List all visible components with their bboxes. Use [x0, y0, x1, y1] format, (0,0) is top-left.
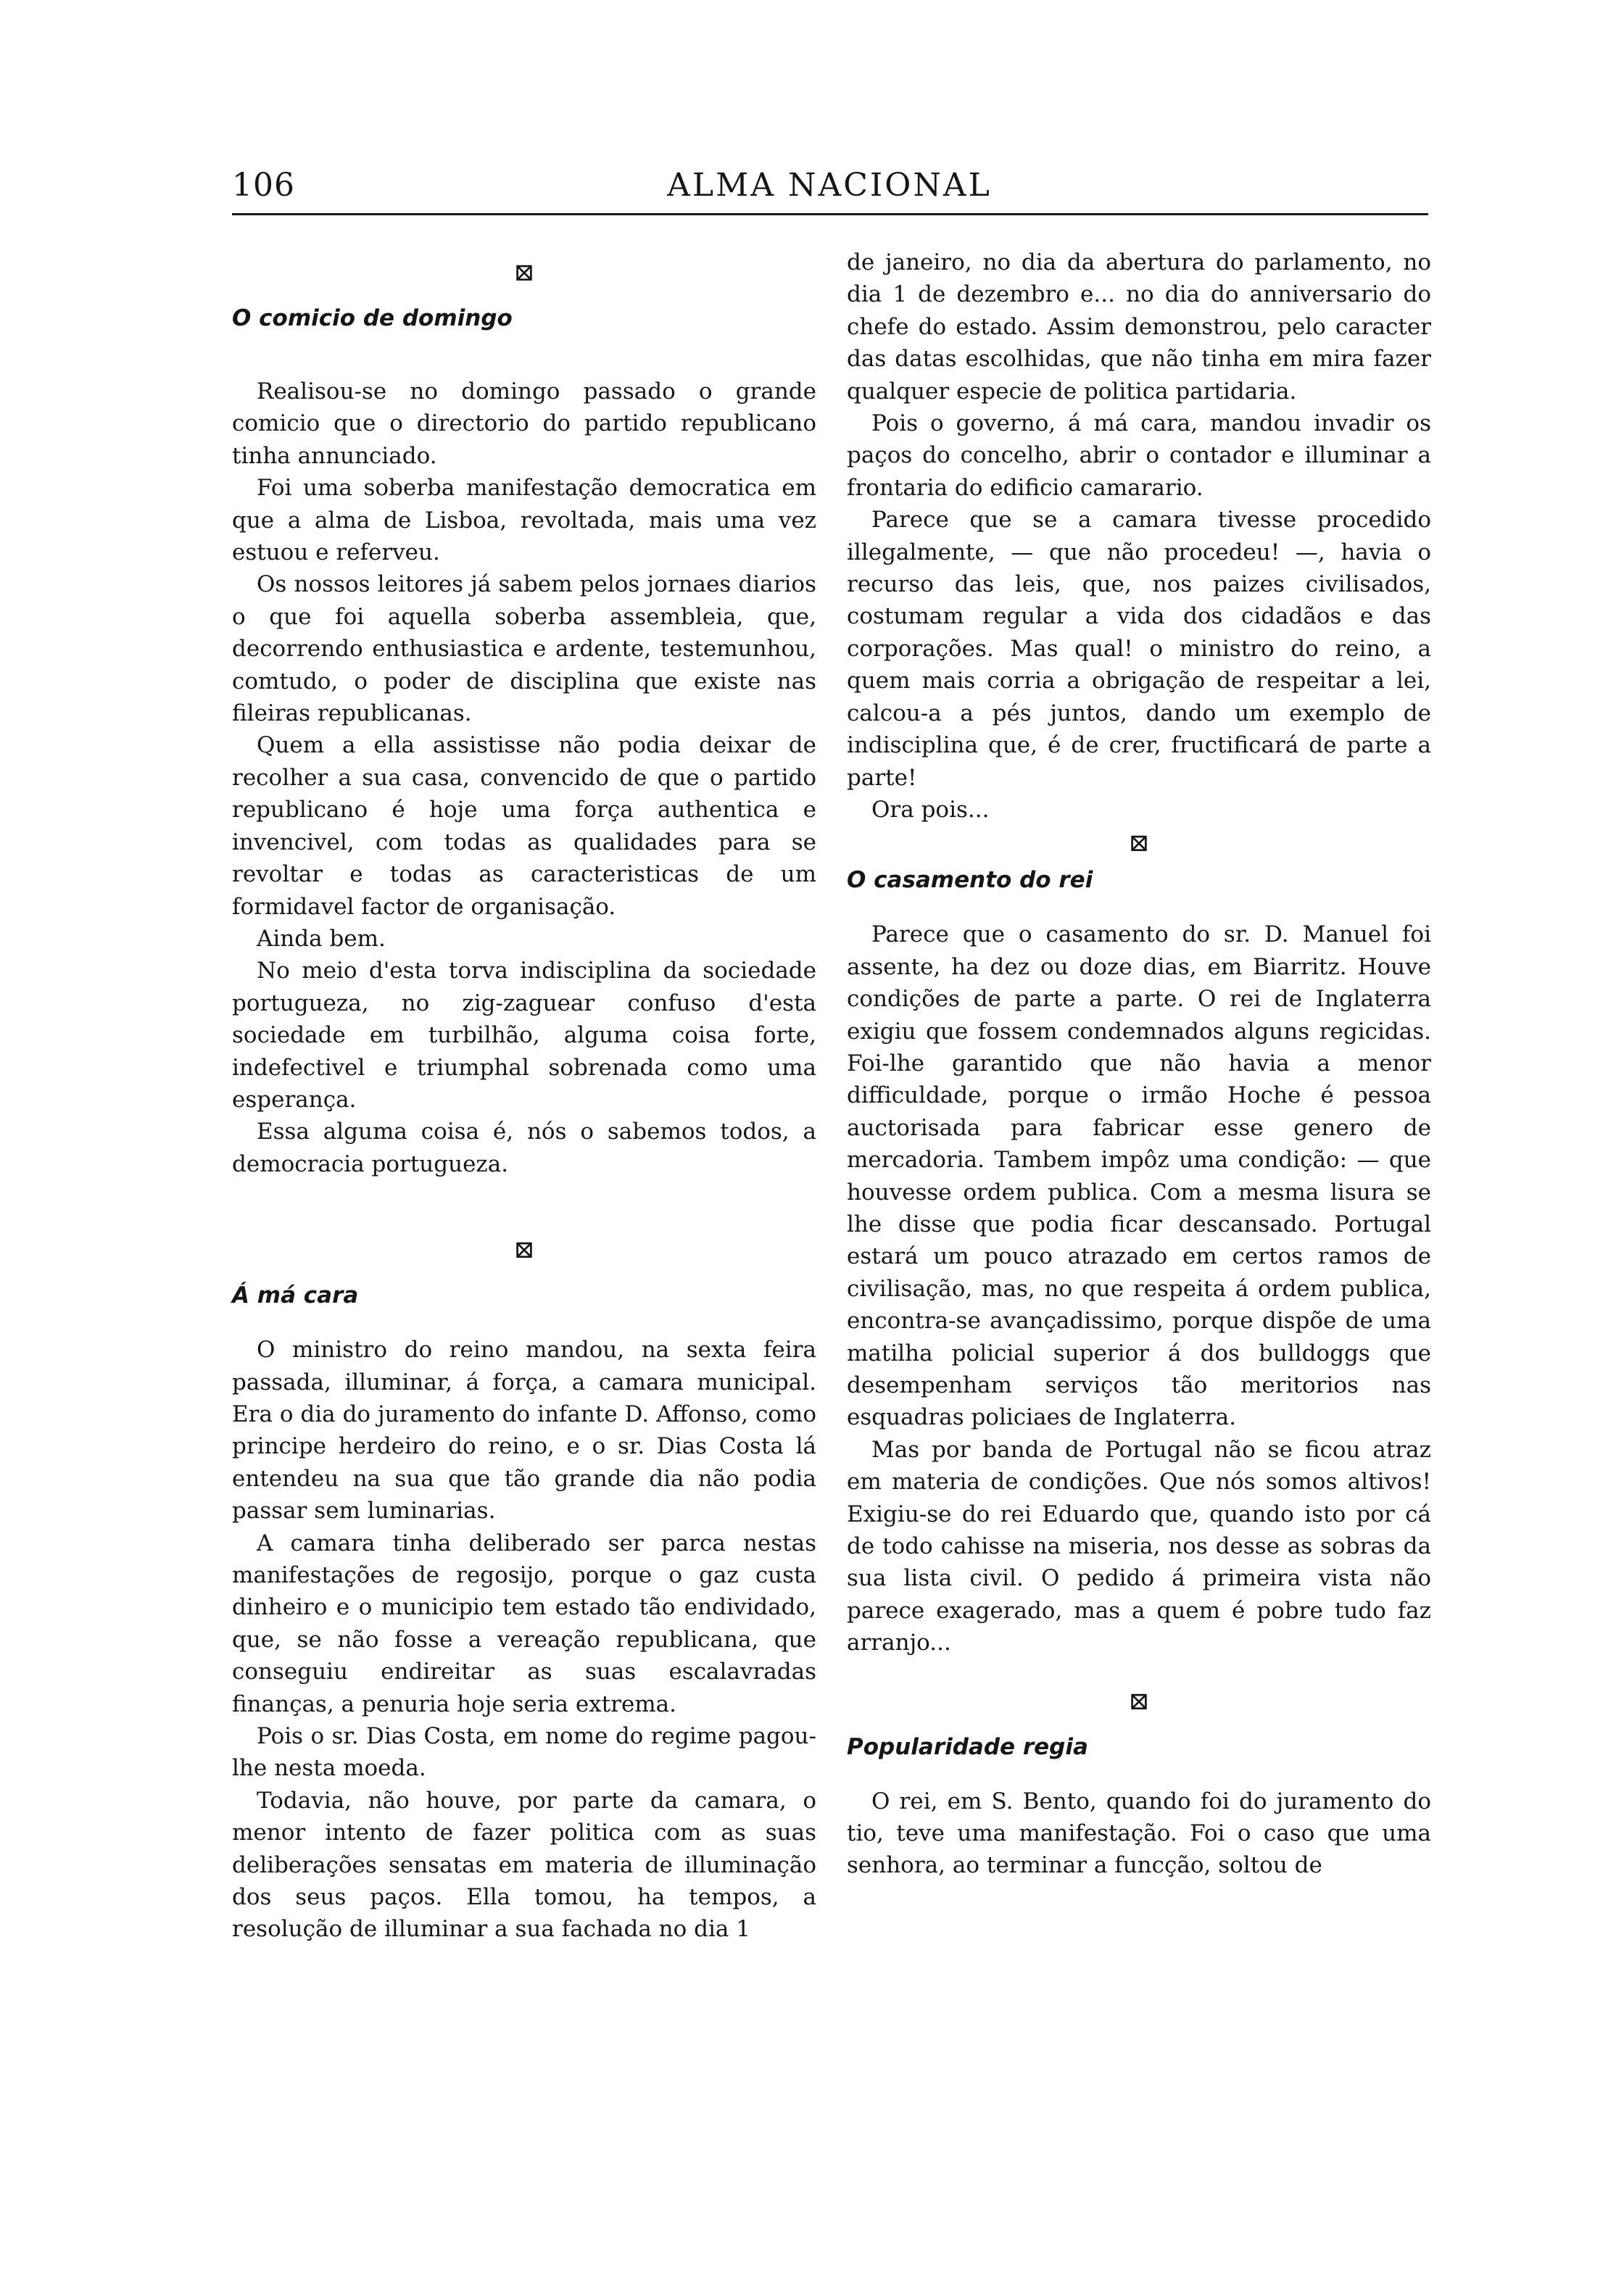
section-ornament-icon: ⊠ [513, 258, 535, 287]
page-number: 106 [232, 167, 295, 204]
paragraph: Ora pois... [871, 796, 990, 823]
paragraph: Pois o sr. Dias Costa, em nome do regime pagou-lhe nesta moeda. [232, 1723, 816, 1782]
section-ornament-icon: ⊠ [1128, 1686, 1150, 1716]
paragraph: O ministro do reino mandou, na sexta feira passada, illuminar, á força, a camara municipal. Era o dia do juramento do infante D. Affonso, como principe herdeiro do reino, e o sr. Dias Costa lá entendeu na sua que tão grande dia não podia passar sem luminarias. [232, 1337, 816, 1525]
paragraph: Todavia, não houve, por parte da camara, o menor intento de fazer politica com as suas deliberações sensatas em materia de illuminação dos seus paços. Ella tomou, ha tempos, a resolução de illuminar a sua fachada no dia 1 [232, 1787, 816, 1943]
paragraph: Quem a ella assistisse não podia deixar de recolher a sua casa, convencido de que o partido republicano é hoje uma força authentica e invencivel, com todas as qualidades para se revoltar e todas as caracteristicas de um formidavel factor de organisação. [232, 732, 816, 920]
paragraph: Foi uma soberba manifestação democratica em que a alma de Lisboa, revoltada, mais uma vez estuou e referveu. [232, 475, 816, 566]
section-title-ma-cara: Á má cara [232, 1282, 359, 1309]
paragraph: Realisou-se no domingo passado o grande comicio que o directorio do partido republicano tinha annunciado. [232, 378, 816, 469]
paragraph: Essa alguma coisa é, nós o sabemos todos, a democracia portugueza. [232, 1119, 816, 1177]
header-rule [232, 213, 1428, 215]
right-column [847, 246, 1431, 1882]
left-column [232, 246, 816, 1946]
section-title-popularidade: Popularidade regia [847, 1733, 1088, 1760]
section-ornament-icon: ⊠ [513, 1235, 535, 1265]
section-title-comicio: O comicio de domingo [232, 305, 513, 331]
section-ornament-icon: ⊠ [1128, 829, 1150, 858]
paragraph: O rei, em S. Bento, quando foi do juramento do tio, teve uma manifestação. Foi o caso que uma senhora, ao terminar a funcção, soltou de [847, 1788, 1431, 1879]
paragraph: Parece que o casamento do sr. D. Manuel foi assente, ha dez ou doze dias, em Biarritz. Houve condições de parte a parte. O rei de Inglaterra exigiu que fossem condemnados alguns regicidas. Foi-lhe garantido que não havia a menor difficuldade, porque o irmão Hoche é pessoa auctorisada para fabricar esse genero de mercadoria. Tambem impôz uma condição: — que houvesse ordem publica. Com a mesma lisura se lhe disse que podia ficar descansado. Portugal estará um pouco atrazado em certos ramos de civilisação, mas, no que respeita á ordem publica, encontra-se avançadissimo, porque dispõe de uma matilha policial superior á dos bulldoggs que desempenham serviços tão meritorios nas esquadras policiaes de Inglaterra. [847, 921, 1431, 1431]
running-title: ALMA NACIONAL [667, 167, 992, 204]
page-header [232, 161, 1427, 219]
paragraph: Parece que se a camara tivesse procedido illegalmente, — que não procedeu! —, havia o recurso das leis, que, nos paizes civilisados, costumam regular a vida dos cidadãos e das corporações. Mas qual! o ministro do reino, a quem mais corria a obrigação de respeitar a lei, calcou-a a pés juntos, dando um exemplo de indisciplina que, é de crer, fructificará de parte a parte! [847, 507, 1431, 791]
paragraph: de janeiro, no dia da abertura do parlamento, no dia 1 de dezembro e... no dia do anniversario do chefe do estado. Assim demonstrou, pelo caracter das datas escolhidas, que não tinha em mira fazer qualquer especie de politica partidaria. [847, 249, 1431, 405]
paragraph: Ainda bem. [257, 925, 386, 952]
paragraph: No meio d'esta torva indisciplina da sociedade portugueza, no zig-zaguear confuso d'esta sociedade em turbilhão, alguma coisa forte, indefectivel e triumphal sobrenada como uma esperança. [232, 958, 816, 1113]
paragraph: Os nossos leitores já sabem pelos jornaes diarios o que foi aquella soberba assembleia, que, decorrendo enthusiastica e ardente, testemunhou, comtudo, o poder de disciplina que existe nas fileiras republicanas. [232, 571, 816, 727]
section-title-casamento: O casamento do rei [847, 867, 1093, 894]
paragraph: Pois o governo, á má cara, mandou invadir os paços do concelho, abrir o contador e illuminar a frontaria do edificio camarario. [847, 410, 1431, 501]
paragraph: Mas por banda de Portugal não se ficou atraz em materia de condições. Que nós somos altivos! Exigiu-se do rei Eduardo que, quando isto por cá de todo cahisse na miseria, nos desse as sobras da sua lista civil. O pedido á primeira vista não parece exagerado, mas a quem é pobre tudo faz arranjo... [847, 1436, 1431, 1656]
paragraph: A camara tinha deliberado ser parca nestas manifestações de regosijo, porque o gaz custa dinheiro e o municipio tem estado tão endividado, que, se não fosse a vereação republicana, que conseguiu endireitar as suas escalavradas finanças, a penuria hoje seria extrema. [232, 1530, 816, 1717]
